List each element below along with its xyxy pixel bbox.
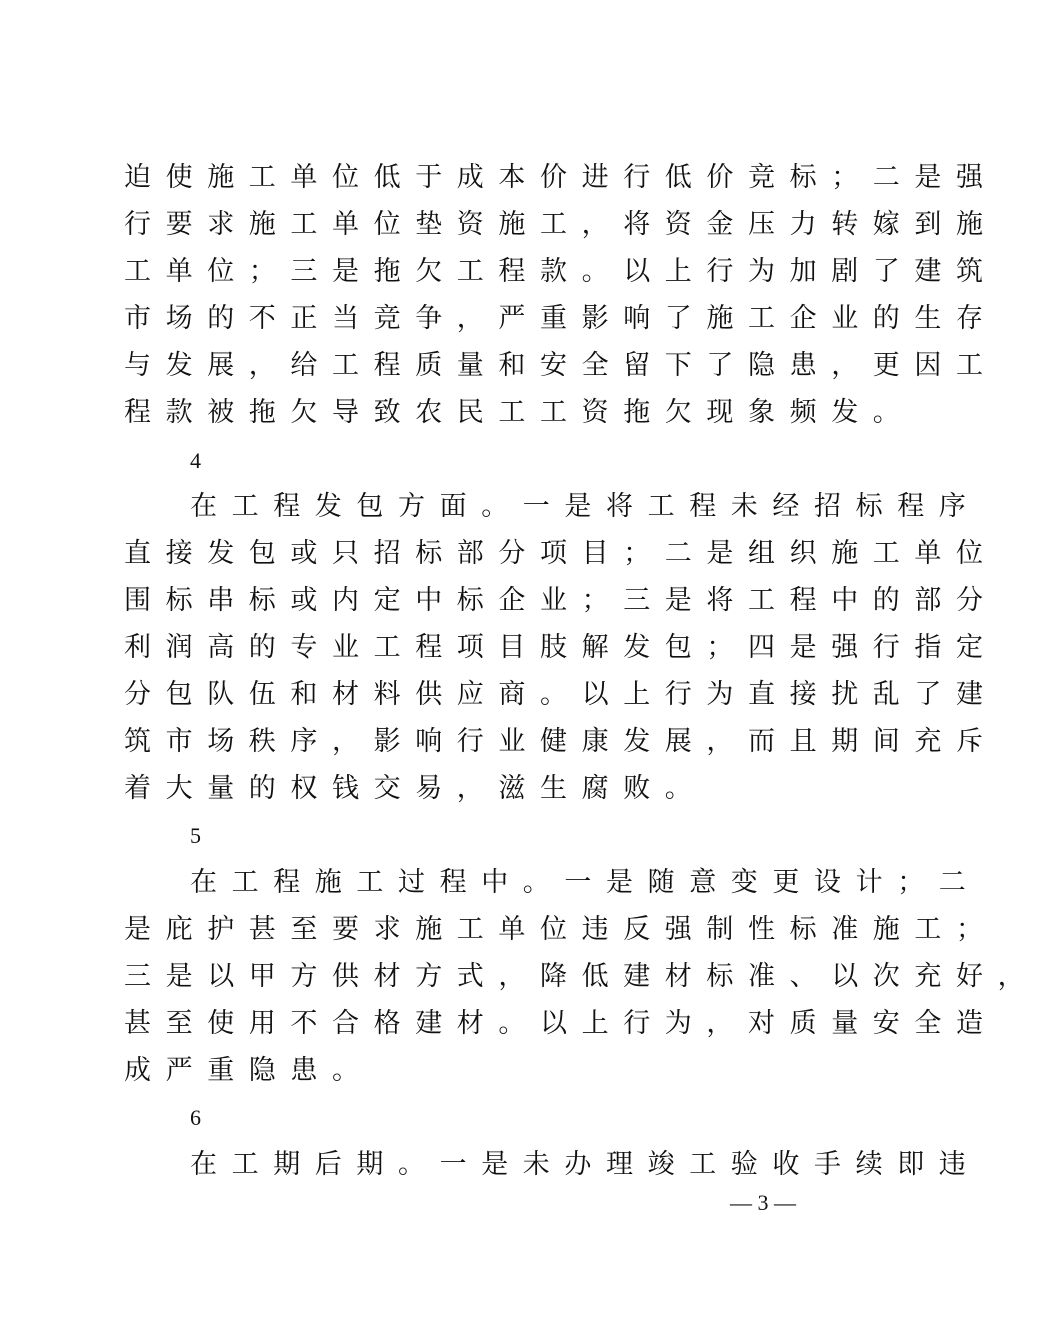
body-line: 与发展，给工程质量和安全留下了隐患，更因工 [124, 350, 998, 381]
body-line: 筑市场秩序，影响行业健康发展，而且期间充斥 [124, 726, 998, 757]
section-number: 5 [190, 823, 201, 848]
body-line: 着大量的权钱交易，滋生腐败。 [124, 773, 707, 804]
paragraph-first-line: 在工程发包方面。一是将工程未经招标程序 [190, 491, 981, 522]
body-line: 成严重隐患。 [124, 1055, 374, 1086]
paragraph-first-line: 在工程施工过程中。一是随意变更设计；二 [190, 867, 981, 898]
section-number: 4 [190, 448, 201, 473]
paragraph-first-line: 在工期后期。一是未办理竣工验收手续即违 [190, 1149, 981, 1180]
body-line: 直接发包或只招标部分项目；二是组织施工单位 [124, 538, 998, 569]
body-line: 市场的不正当竞争，严重影响了施工企业的生存 [124, 303, 998, 334]
body-line: 甚至使用不合格建材。以上行为，对质量安全造 [124, 1008, 998, 1039]
body-line: 迫使施工单位低于成本价进行低价竞标；二是强 [124, 162, 998, 193]
body-line: 三是以甲方供材方式，降低建材标准、以次充好， [124, 961, 1039, 992]
page-number: — 3 — [730, 1190, 796, 1215]
body-line: 工单位；三是拖欠工程款。以上行为加剧了建筑 [124, 256, 998, 287]
section-number: 6 [190, 1105, 201, 1130]
body-line: 利润高的专业工程项目肢解发包；四是强行指定 [124, 632, 998, 663]
body-line: 程款被拖欠导致农民工工资拖欠现象频发。 [124, 397, 915, 428]
body-line: 行要求施工单位垫资施工，将资金压力转嫁到施 [124, 209, 998, 240]
body-line: 围标串标或内定中标企业；三是将工程中的部分 [124, 585, 998, 616]
body-line: 分包队伍和材料供应商。以上行为直接扰乱了建 [124, 679, 998, 710]
body-line: 是庇护甚至要求施工单位违反强制性标准施工； [124, 914, 998, 945]
